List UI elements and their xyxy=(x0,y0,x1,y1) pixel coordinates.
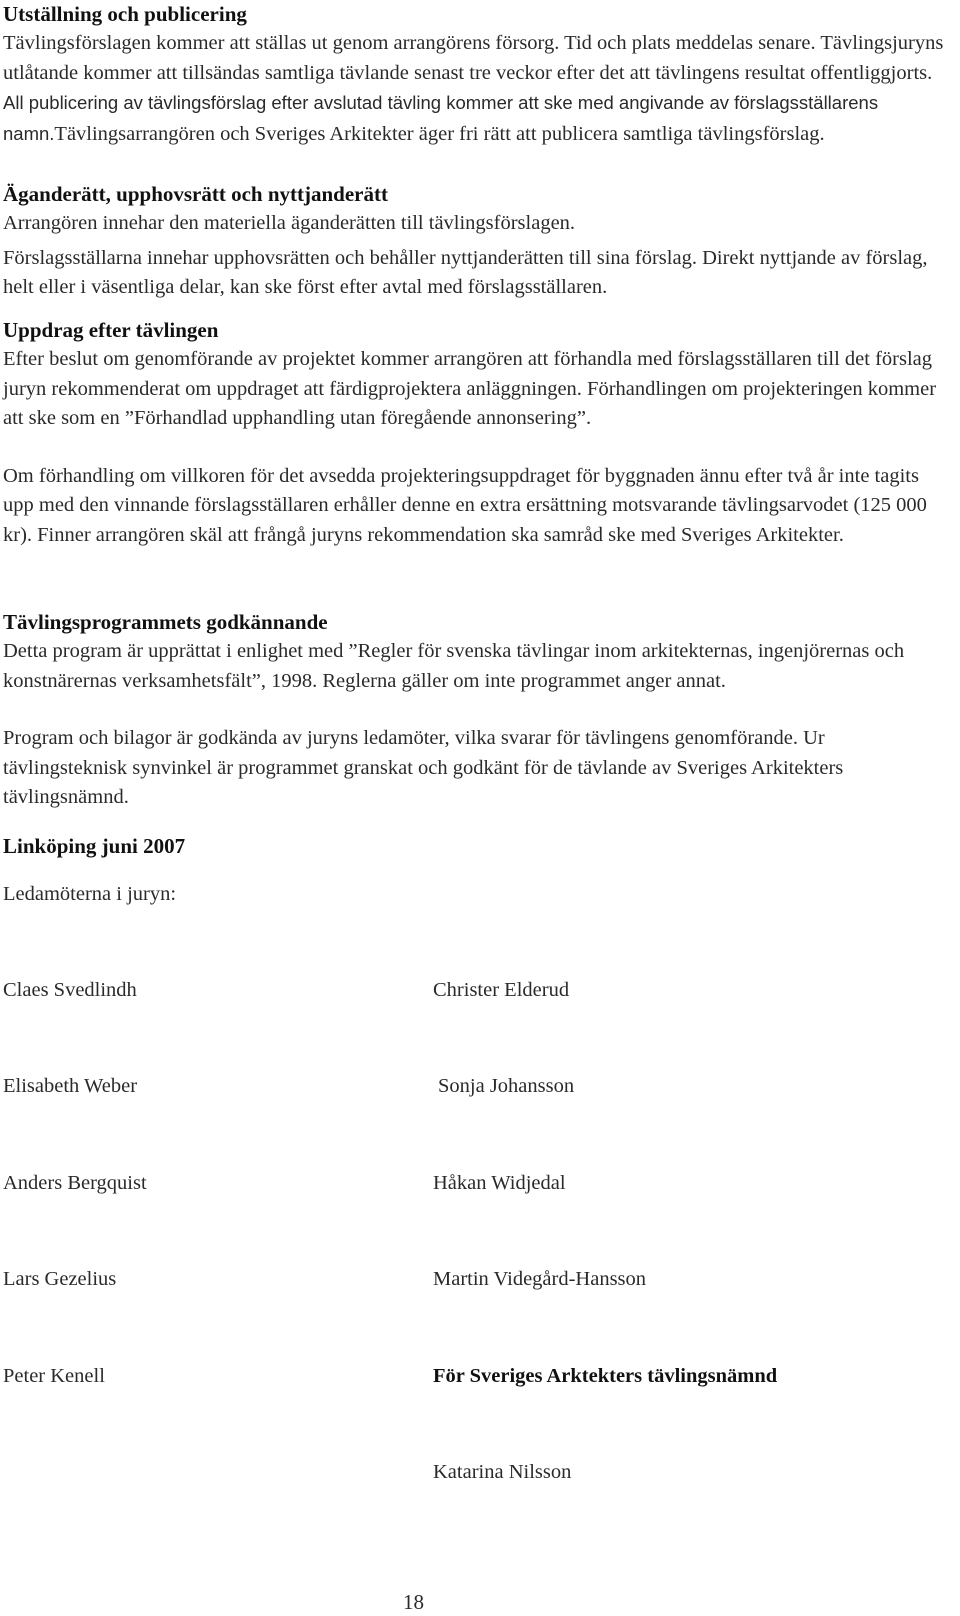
page-number: 18 xyxy=(403,1590,424,1614)
heading-godkannande: Tävlingsprogrammets godkännande xyxy=(3,610,328,634)
jury-name-left-3: Anders Bergquist xyxy=(3,1172,147,1194)
paragraph-godkannande-2: Program och bilagor är godkända av juryns ledamöter, vilka svarar för tävlingens genomförande. Ur tävlingsteknisk synvinkel är programmet granskat och godkänt för de tävlande av Sveriges Arkitekters tävlingsnämnd. xyxy=(3,727,844,808)
section-uppdrag xyxy=(3,316,948,550)
jury-name-right-3: Håkan Widjedal xyxy=(433,1172,566,1194)
section-utstallning xyxy=(3,0,948,149)
jury-name-right-2: Sonja Johansson xyxy=(438,1075,575,1097)
jury-name-left-5: Peter Kenell xyxy=(3,1365,105,1387)
paragraph-aganderatt-1: Arrangören innehar den materiella äganderätten till tävlingsförslagen. xyxy=(3,212,576,234)
heading-aganderatt: Äganderätt, upphovsrätt och nyttjanderätt xyxy=(3,182,388,206)
paragraph-utstallning-1 xyxy=(3,29,948,149)
paragraph-godkannande-1: Detta program är upprättat i enlighet med ”Regler för svenska tävlingar inom arkitekternas, ingenjörernas och konstnärernas verksamhetsfält”, 1998. Reglerna gäller om inte programmet anger annat. xyxy=(3,640,905,692)
jury-label-block xyxy=(3,880,948,910)
paragraph-utstallning-2-text: All publicering av tävlingsförslag efter avslutad tävling kommer att ske med angivande av förslagsställarens namn. xyxy=(3,92,879,144)
jury-name-left-4: Lars Gezelius xyxy=(3,1268,117,1290)
place-date: Linköping juni 2007 xyxy=(3,834,186,858)
paragraph-utstallning-3-text: Tävlingsarrangören och Sveriges Arkitekter äger fri rätt att publicera samtliga tävlingsförslag. xyxy=(54,122,825,145)
paragraph-aganderatt-2: Förslagsställarna innehar upphovsrätten och behåller nyttjanderätten till sina förslag. Direkt nyttjande av förslag, helt eller i väsentliga delar, kan ske först efter avtal med förslagsställaren. xyxy=(3,246,928,298)
jury-name-right-4: Martin Videgård-Hansson xyxy=(433,1268,647,1290)
paragraph-uppdrag-2: Om förhandling om villkoren för det avsedda projekteringsuppdraget för byggnaden ännu efter två år inte tagits upp med den vinnande förslagsställaren erhåller denne en extra ersättning motsvarande tävlingsarvodet (125 000 kr). Finner arrangören skäl att frångå juryns rekommendation ska samråd ske med Sveriges Arkitekter. xyxy=(3,464,927,546)
jury-name-right-1: Christer Elderud xyxy=(433,979,570,1001)
jury-name-left-2: Elisabeth Weber xyxy=(3,1075,138,1097)
jury-label: Ledamöterna i juryn: xyxy=(3,883,177,905)
jury-name-right-6: Katarina Nilsson xyxy=(433,1461,572,1483)
place-date-block xyxy=(3,832,948,861)
section-godkannande xyxy=(3,608,948,813)
jury-name-left-1: Claes Svedlindh xyxy=(3,979,137,1001)
paragraph-uppdrag-1: Efter beslut om genomförande av projektet kommer arrangören att förhandla med förslagsställaren till det förslag juryn rekommenderat om uppdraget att färdigprojektera anläggningen. Förhandlingen om projekteringen kommer att ske som en ”Förhandlad upphandling utan föregående annonsering”. xyxy=(3,348,937,429)
heading-utstallning: Utställning och publicering xyxy=(3,2,247,26)
heading-uppdrag: Uppdrag efter tävlingen xyxy=(3,318,219,342)
paragraph-utstallning-1-text: Tävlingsförslagen kommer att ställas ut genom arrangörens försorg. Tid och plats meddelas senare. Tävlingsjuryns utlåtande kommer att tillsändas samtliga tävlande senast tre veckor efter det att tävlingens resultat offentliggjorts. xyxy=(3,32,944,84)
section-aganderatt xyxy=(3,180,948,303)
jury-committee-title: För Sveriges Arktekters tävlingsnämnd xyxy=(433,1365,778,1387)
